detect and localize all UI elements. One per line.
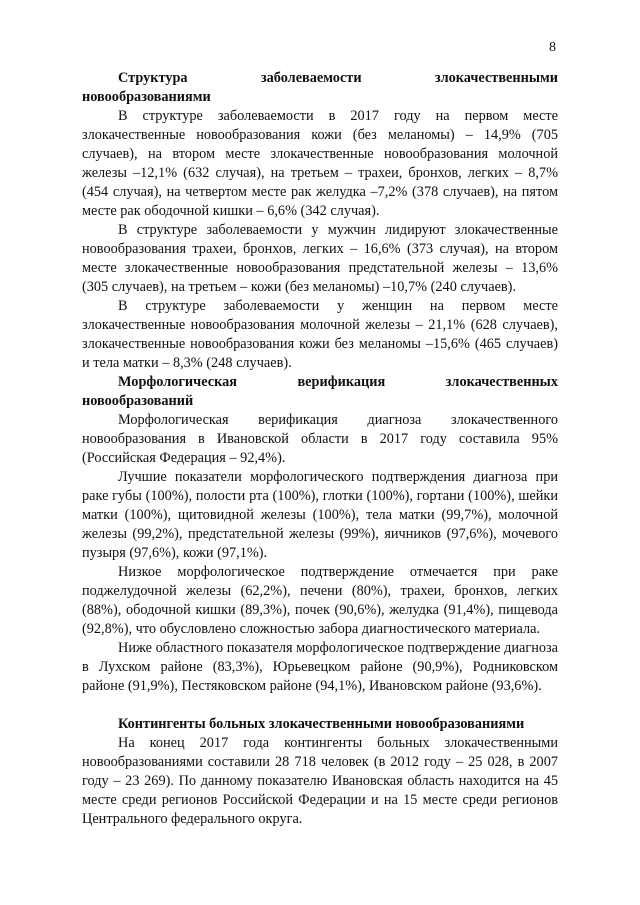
paragraph: Морфологическая верификация диагноза злокачественного новообразования в Ивановской области в 2017 году составила 95% (Российская Федерация – 92,4%). bbox=[82, 412, 558, 466]
paragraph: Низкое морфологическое подтверждение отмечается при раке поджелудочной железы (62,2%), печени (80%), трахеи, бронхов, легких (88%), ободочной кишки (89,3%), почек (90,6%), желудка (91,4%), пищевода (92,8%), что обусловлено сложностью забора диагностического материала. bbox=[82, 564, 558, 637]
section-heading-continuation: новообразованиями bbox=[82, 89, 211, 105]
paragraph: Ниже областного показателя морфологическое подтверждение диагноза в Лухском районе (83,3%), Юрьевецком районе (90,9%), Родниковском районе (91,9%), Пестяковском районе (94,1%), Ивановском районе (93,6%). bbox=[82, 640, 558, 694]
paragraph: На конец 2017 года контингенты больных злокачественными новообразованиями составили 28 718 человек (в 2012 году – 25 028, в 2007 году – 23 269). По данному показателю Ивановская область находится на 45 месте среди регионов Российской Федерации и на 15 месте среди регионов Центрального федерального округа. bbox=[82, 735, 558, 827]
paragraph: В структуре заболеваемости у женщин на первом месте злокачественные новообразования молочной железы – 21,1% (628 случаев), злокачественные новообразования кожи без меланомы –15,6% (465 случаев) и тела матки – 8,3% (248 случаев). bbox=[82, 298, 558, 371]
section-morphological-verification bbox=[82, 373, 558, 696]
paragraph: В структуре заболеваемости у мужчин лидируют злокачественные новообразования трахеи, бронхов, легких – 16,6% (373 случая), на втором месте злокачественные новообразования предстательной железы – 13,6% (305 случаев), на третьем – кожи (без меланомы) –10,7% (240 случаев). bbox=[82, 222, 558, 295]
section-patient-contingents bbox=[82, 715, 558, 829]
document-body bbox=[82, 69, 558, 829]
page-number: 8 bbox=[549, 40, 556, 55]
section-heading: Контингенты больных злокачественными новообразованиями bbox=[118, 716, 525, 732]
section-heading-continuation: новообразований bbox=[82, 393, 194, 409]
section-incidence-structure bbox=[82, 69, 558, 373]
spacer bbox=[82, 696, 558, 715]
section-heading: Морфологическая верификация злокачественных bbox=[118, 374, 558, 390]
paragraph: В структуре заболеваемости в 2017 году на первом месте злокачественные новообразования кожи (без меланомы) – 14,9% (705 случаев), на втором месте злокачественные новообразования молочной железы –12,1% (632 случая), на третьем – трахеи, бронхов, легких – 8,7% (454 случая), на четвертом месте рак желудка –7,2% (378 случаев), на пятом месте рак ободочной кишки – 6,6% (342 случая). bbox=[82, 108, 558, 219]
paragraph: Лучшие показатели морфологического подтверждения диагноза при раке губы (100%), полости рта (100%), глотки (100%), гортани (100%), шейки матки (100%), щитовидной железы (100%), тела матки (99,7%), молочной железы (99,2%), предстательной железы (99%), яичников (97,6%), мочевого пузыря (97,6%), кожи (97,1%). bbox=[82, 469, 558, 561]
section-heading: Структура заболеваемости злокачественными bbox=[118, 70, 558, 86]
